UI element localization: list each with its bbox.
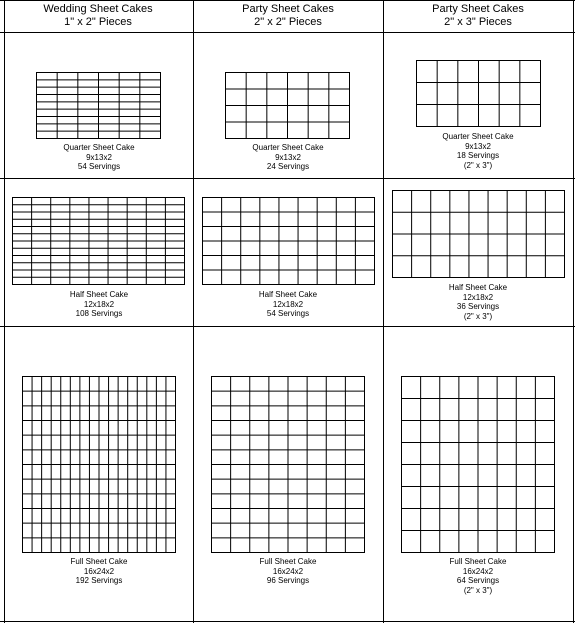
column-header-title: Party Sheet Cakes — [242, 3, 334, 15]
cake-note: (2" x 3") — [463, 160, 493, 170]
cake-servings: 54 Servings — [266, 309, 310, 318]
cake-cut-diagram — [12, 197, 185, 285]
cake-servings: 24 Servings — [266, 162, 310, 171]
cake-size: 9x13x2 — [465, 141, 491, 151]
cake-cut-diagram — [401, 376, 555, 553]
cake-caption — [193, 557, 383, 586]
cake-caption — [4, 290, 194, 319]
cake-servings: 36 Servings — [456, 302, 500, 311]
cake-name: Quarter Sheet Cake — [252, 143, 324, 152]
cake-caption — [383, 132, 573, 170]
cake-name: Full Sheet Cake — [70, 557, 128, 566]
cake-size: 16x24x2 — [83, 566, 115, 576]
cake-caption — [383, 283, 573, 321]
column-header — [193, 3, 383, 29]
cake-size: 12x18x2 — [272, 299, 304, 309]
cake-caption — [4, 557, 194, 586]
cake-size: 16x24x2 — [462, 566, 494, 576]
cake-cut-diagram — [416, 60, 541, 127]
table-divider — [0, 0, 575, 1]
cake-servings: 18 Servings — [456, 151, 500, 160]
cake-size: 9x13x2 — [275, 152, 301, 162]
table-divider — [0, 32, 575, 33]
cake-name: Half Sheet Cake — [448, 283, 508, 292]
cake-cut-diagram — [202, 197, 375, 285]
column-header-title: Party Sheet Cakes — [432, 3, 524, 15]
cake-caption — [193, 143, 383, 172]
table-divider — [0, 621, 575, 622]
cake-note: (2" x 3") — [463, 311, 493, 321]
cake-caption — [193, 290, 383, 319]
cake-size: 9x13x2 — [86, 152, 112, 162]
cake-size: 16x24x2 — [272, 566, 304, 576]
cake-cut-diagram — [36, 72, 161, 139]
column-header-subtitle: 2" x 3" Pieces — [444, 16, 512, 28]
cake-cut-diagram — [211, 376, 365, 553]
cake-caption — [4, 143, 194, 172]
cake-cut-diagram — [22, 376, 176, 553]
cake-name: Quarter Sheet Cake — [442, 132, 514, 141]
column-header — [383, 3, 573, 29]
cake-name: Full Sheet Cake — [259, 557, 317, 566]
cake-size: 12x18x2 — [83, 299, 115, 309]
cake-name: Quarter Sheet Cake — [63, 143, 135, 152]
cake-cut-diagram — [225, 72, 350, 139]
cake-name: Half Sheet Cake — [258, 290, 318, 299]
cake-servings: 192 Servings — [75, 576, 123, 585]
column-header — [3, 3, 193, 29]
cake-servings: 96 Servings — [266, 576, 310, 585]
column-header-subtitle: 2" x 2" Pieces — [254, 16, 322, 28]
cake-servings: 64 Servings — [456, 576, 500, 585]
cake-servings: 108 Servings — [75, 309, 123, 318]
cake-servings: 54 Servings — [77, 162, 121, 171]
cake-cut-diagram — [392, 190, 565, 278]
column-header-subtitle: 1" x 2" Pieces — [64, 16, 132, 28]
table-divider — [0, 326, 575, 327]
cake-size: 12x18x2 — [462, 292, 494, 302]
cake-name: Half Sheet Cake — [69, 290, 129, 299]
cake-name: Full Sheet Cake — [449, 557, 507, 566]
column-header-title: Wedding Sheet Cakes — [43, 3, 153, 15]
table-divider — [573, 0, 574, 623]
cake-note: (2" x 3") — [463, 585, 493, 595]
table-divider — [0, 178, 575, 179]
cake-caption — [383, 557, 573, 595]
